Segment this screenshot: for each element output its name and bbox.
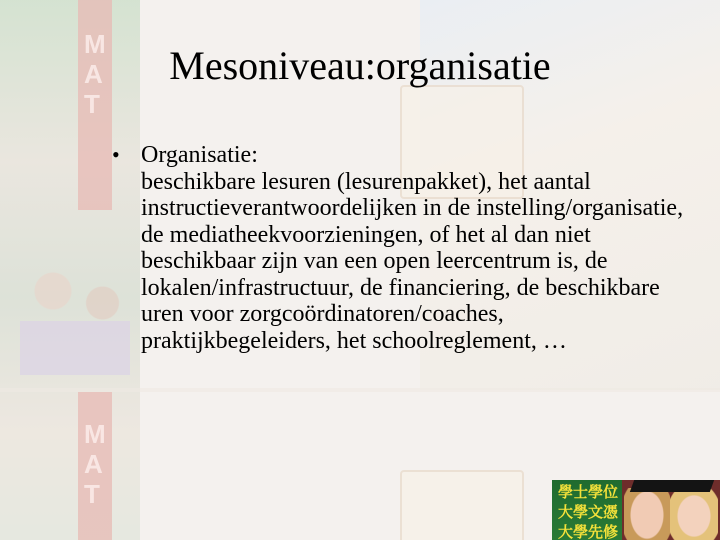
- slide-title-text: Mesoniveau:organisatie: [169, 43, 551, 88]
- banner-letter: A: [84, 59, 103, 89]
- banner-letter: M: [84, 419, 106, 449]
- background-sign: [400, 470, 524, 540]
- bullet-marker: •: [112, 142, 120, 167]
- graduation-photo: [552, 480, 720, 540]
- banner-letter: T: [84, 89, 100, 119]
- graduate-portrait: [624, 488, 670, 540]
- graduate-portrait: [670, 486, 718, 540]
- banner-letter: M: [84, 29, 106, 59]
- bullet-list: [108, 142, 698, 354]
- banner-letter: A: [84, 449, 103, 479]
- banner-letter: T: [84, 479, 100, 509]
- bullet-item: [108, 142, 698, 354]
- bullet-text: beschikbare lesuren (lesurenpakket), het aantal instructieverantwoordelijken in de instelling/organisatie, de mediatheekvoorzieningen, of het al dan niet beschikbaar zijn van een open leercentrum is, de lokalen/infrastructuur, de financiering, de beschikbare uren voor zorgcoördinatoren/coaches, praktijkbegeleiders, het schoolreglement, …: [141, 168, 684, 354]
- bullet-heading: Organisatie:: [141, 142, 258, 168]
- chinese-sign-line: 大學先修: [558, 523, 619, 540]
- chinese-sign-line: 大學文憑: [558, 503, 619, 521]
- chinese-sign-line: 學士學位: [558, 483, 619, 501]
- slide-title: [0, 42, 720, 89]
- chinese-sign-text: [558, 482, 620, 540]
- background-divider: [0, 388, 720, 392]
- graduation-cap: [630, 480, 714, 492]
